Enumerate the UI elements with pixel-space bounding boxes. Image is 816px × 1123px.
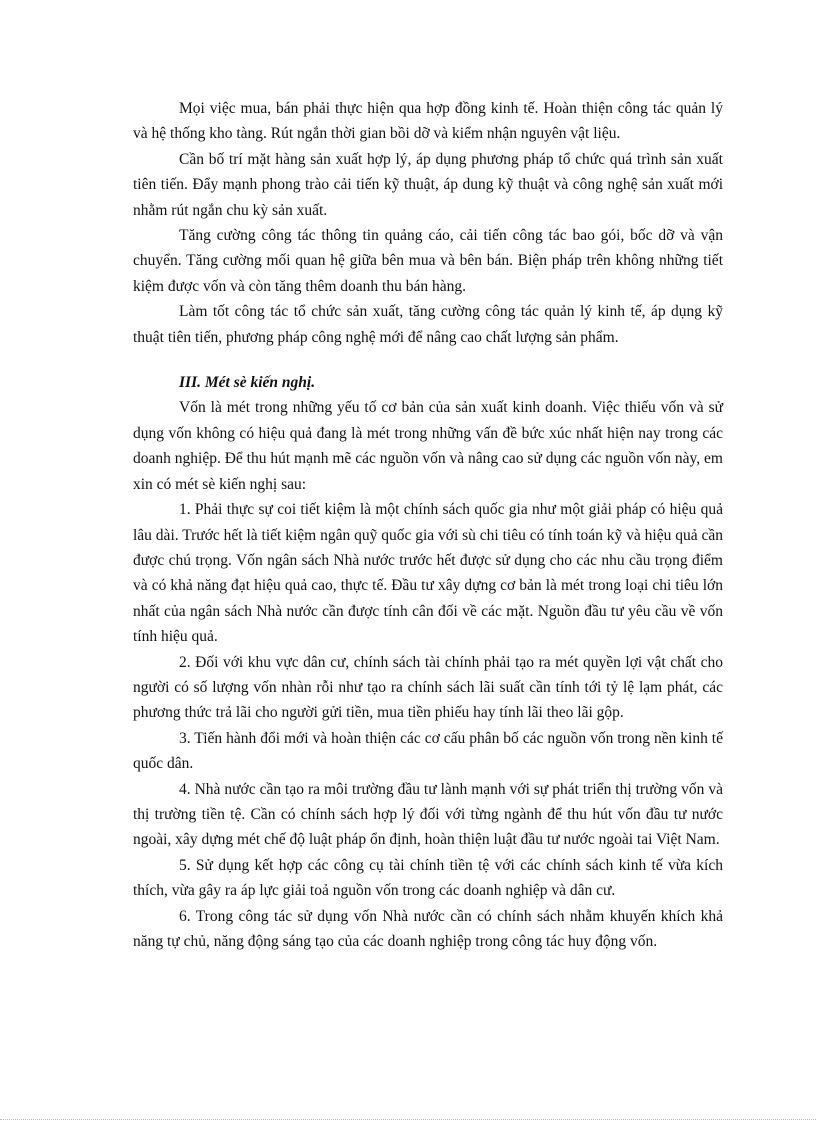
- page-body: [133, 96, 723, 954]
- paragraph-organization: Làm tốt công tác tổ chức sản xuất, tăng cường công tác quản lý kinh tế, áp dụng kỹ thuật tiên tiến, phương pháp công nghệ mới để nâng cao chất lượng sản phẩm.: [133, 303, 723, 346]
- paragraph-advertising: Tăng cường công tác thông tin quảng cáo, cải tiến công tác bao gói, bốc dỡ và vận chuyển. Tăng cường mối quan hệ giữa bên mua và bên bán. Biện pháp trên không những tiết kiệm được vốn và còn tăng thêm doanh thu bán hàng.: [133, 227, 723, 295]
- recommendation-4: 4. Nhà nước cần tạo ra môi trường đầu tư lành mạnh với sự phát triển thị trường vốn và thị trường tiền tệ. Cần có chính sách hợp lý đối với từng ngành để thu hút vốn đầu tư nước ngoài, xây dựng mét chế độ luật pháp ổn định, hoàn thiện luật đầu tư nước ngoài tai Việt Nam.: [133, 780, 723, 849]
- section-heading: III. Mét sè kiến nghị.: [179, 374, 316, 392]
- recommendation-5: 5. Sử dụng kết hợp các công cụ tài chính tiền tệ với các chính sách kinh tế vừa kích thích, vừa gây ra áp lực giải toả nguồn vốn trong các doanh nghiệp và dân cư.: [133, 856, 723, 900]
- page-bottom-divider: [0, 1119, 816, 1120]
- paragraph-production-layout: Cần bố trí mặt hàng sản xuất hợp lý, áp dụng phương pháp tổ chức quá trình sản xuất tiên tiến. Đẩy mạnh phong trào cải tiến kỹ thuật, áp dung kỹ thuật và công nghệ sản xuất mới nhằm rút ngắn chu kỳ sản xuất.: [133, 150, 723, 219]
- recommendation-1: 1. Phải thực sự coi tiết kiệm là một chính sách quốc gia như một giải pháp có hiệu quả lâu dài. Trước hết là tiết kiệm ngân quỹ quốc gia với sù chi tiêu có tính toán kỹ và hiệu quả cần được chú trọng. Vốn ngân sách Nhà nước trước hết được sử dụng cho các nhu cầu trọng điểm và có khả năng đạt hiệu quả cao, thực tế. Đầu tư xây dựng cơ bản là mét trong loại chi tiêu lớn nhất của ngân sách Nhà nước cần được tính cân đối về các mặt. Nguồn đầu tư yêu cầu về vốn tính hiệu quả.: [133, 501, 723, 646]
- paragraph-contracts: Mọi việc mua, bán phải thực hiện qua hợp đồng kinh tế. Hoàn thiện công tác quản lý và hệ thống kho tàng. Rút ngắn thời gian bồi dỡ và kiểm nhận nguyên vật liệu.: [133, 100, 723, 143]
- recommendation-3: 3. Tiến hành đổi mới và hoàn thiện các cơ cấu phân bố các nguồn vốn trong nền kinh tế quốc dân.: [133, 729, 723, 773]
- recommendation-6: 6. Trong công tác sử dụng vốn Nhà nước cần có chính sách nhằm khuyến khích khả năng tự chủ, năng động sáng tạo của các doanh nghiệp trong công tác huy động vốn.: [133, 907, 723, 950]
- recommendation-2: 2. Đối với khu vực dân cư, chính sách tài chính phải tạo ra mét quyền lợi vật chất cho người có số lượng vốn nhàn rỗi như tạo ra chính sách lãi suất cần tính tới tỷ lệ lạm phát, các phương thức trả lãi cho người gửi tiền, mua tiền phiếu hay tính lãi theo lãi gộp.: [133, 653, 723, 722]
- paragraph-intro: Vốn là mét trong những yếu tố cơ bản của sản xuất kinh doanh. Việc thiếu vốn và sử dụng vốn không có hiệu quả đang là mét trong những vấn đề bức xúc nhất hiện nay trong các doanh nghiệp. Để thu hút mạnh mẽ các nguồn vốn và nâng cao sử dụng các nguồn vốn này, em xin có mét sè kiến nghị sau:: [133, 399, 723, 493]
